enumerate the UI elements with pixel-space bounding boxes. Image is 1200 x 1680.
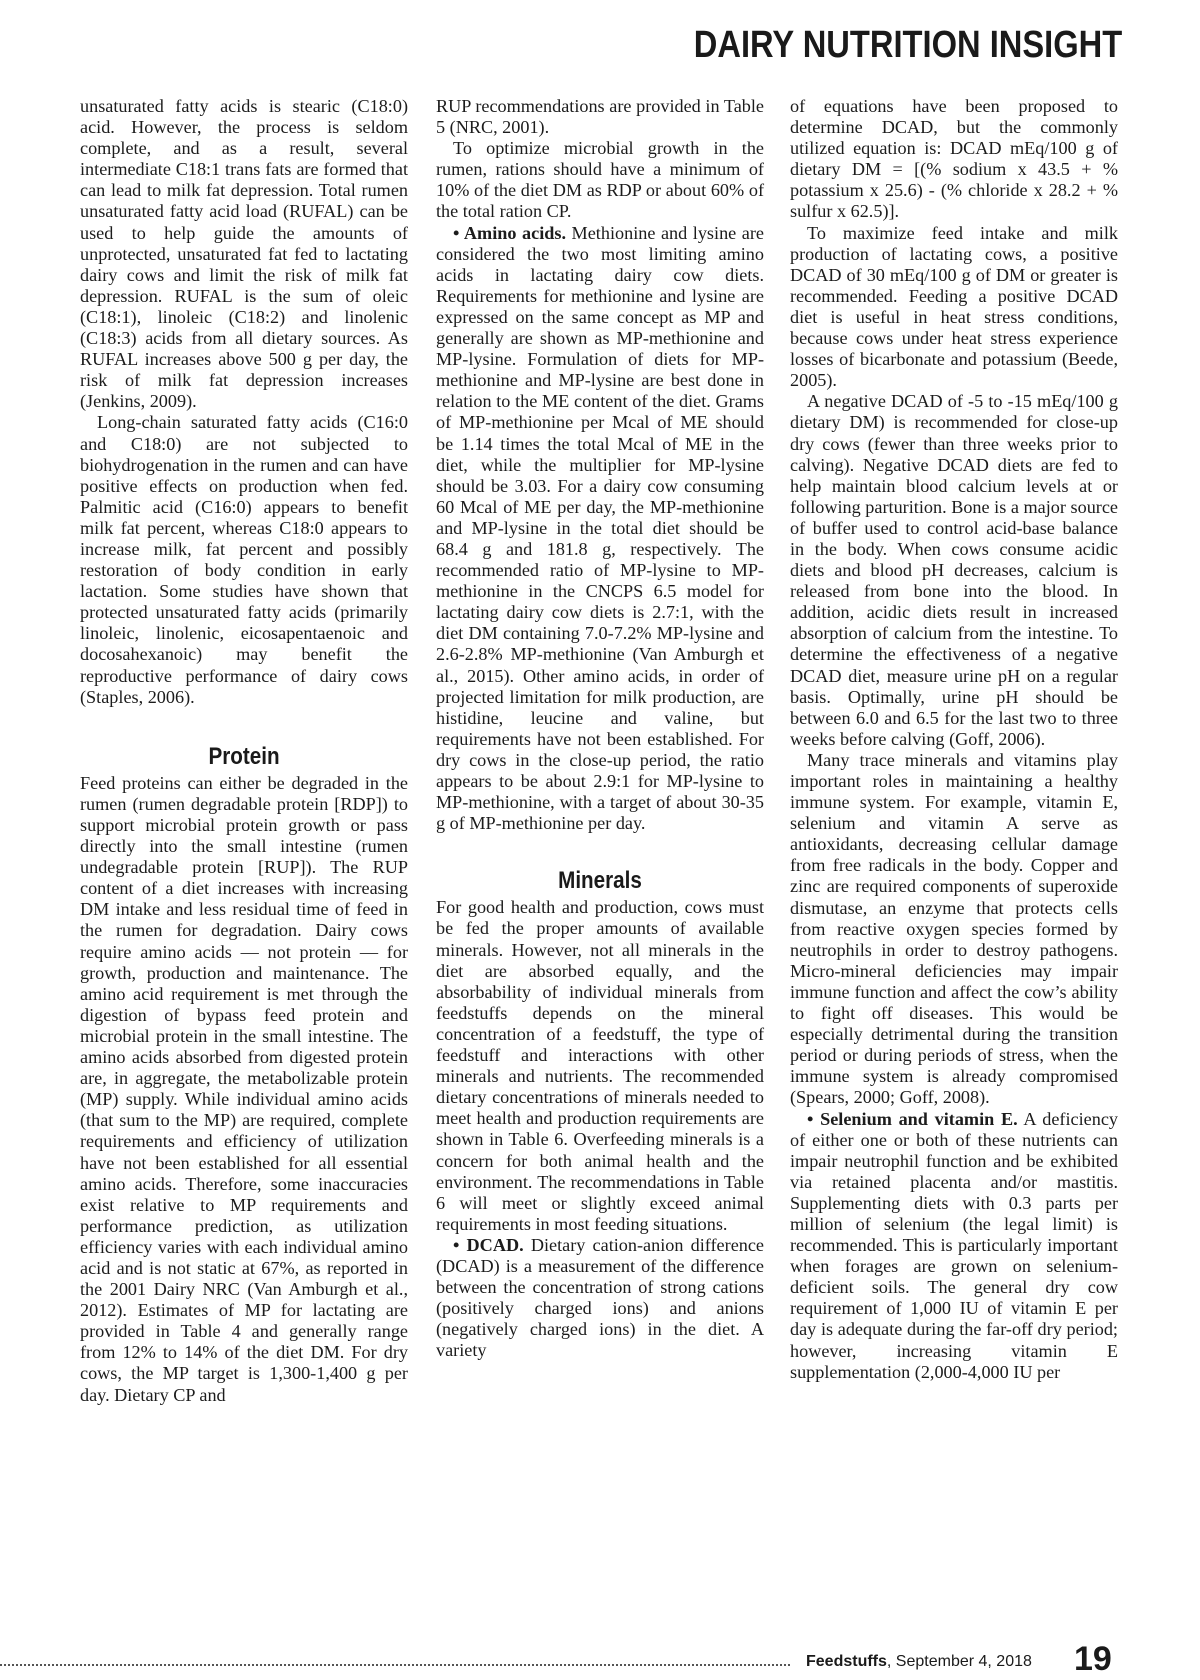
paragraph (790, 1109, 1118, 1383)
paragraph (436, 1235, 764, 1362)
paragraph: For good health and production, cows must be fed the proper amounts of available minerals. However, not all minerals in the diet are absorbed equally, and the absorbability of individual minerals from feedstuffs depends on the mineral concentration of a feedstuff, the type of feedstuff and interactions with other minerals and nutrients. The recommended dietary concentrations of minerals needed to meet health and production requirements are shown in Table 6. Overfeeding minerals is a concern for both animal health and the environment. The recommendations in Table 6 will meet or slightly exceed animal requirements in most feeding situations. (436, 897, 764, 1234)
footer-credit (806, 1653, 1032, 1671)
page-number: 19 (1074, 1640, 1112, 1678)
paragraph: unsaturated fatty acids is stearic (C18:0) acid. However, the process is seldom complete, and as a result, several intermediate C18:1 trans fats are formed that can lead to milk fat depression. Total rumen unsaturated fatty acid load (RUFAL) can be used to help guide the amounts of unprotected, unsaturated fat fed to lactating dairy cows and limit the risk of milk fat depression. RUFAL is the sum of oleic (C18:1), linoleic (C18:2) and linolenic (C18:3) acids from all dietary sources. As RUFAL increases above 500 g per day, the risk of milk fat depression increases (Jenkins, 2009). (80, 96, 408, 412)
text-column-2 (436, 96, 764, 1361)
paragraph: of equations have been proposed to determine DCAD, but the commonly utilized equation is: DCAD mEq/100 g of dietary DM = [(% sodium x 43.5 + % potassium x 25.6) - (% chloride x 28.2 + % sulfur x 62.5)]. (790, 96, 1118, 222)
text-column-1 (80, 96, 408, 1406)
selenium-vitamin-e-lead: • Selenium and vitamin E. (807, 1108, 1018, 1129)
paragraph-text: Dietary cation-anion difference (DCAD) is a measurement of the difference between the concentration of strong cations (positively charged ions) and anions (negatively charged ions) in the diet. A variety (436, 1234, 765, 1361)
amino-acids-lead: • Amino acids. (453, 222, 566, 243)
paragraph-text: A deficiency of either one or both of these nutrients can impair neutrophil function and be exhibited via retained placenta and/or mastitis. Supplementing diets with 0.3 parts per million of selenium (the legal limit) is recommended. This is particularly important when forages are grown on selenium-deficient soils. The general dry cow requirement of 1,000 IU of vitamin E per day is adequate during the far-off dry period; however, increasing vitamin E supplementation (2,000-4,000 IU per (790, 1108, 1118, 1382)
paragraph (436, 223, 764, 835)
paragraph: To maximize feed intake and milk production of lactating cows, a positive DCAD of 30 mEq/100 g of DM or greater is recommended. Feeding a positive DCAD diet is useful in heat stress conditions, because cows under heat stress experience losses of bicarbonate and potassium (Beede, 2005). (790, 222, 1118, 391)
paragraph: Feed proteins can either be degraded in the rumen (rumen degradable protein [RDP]) to support microbial protein growth or pass directly into the small intestine (rumen undegradable protein [RUP]). The RUP content of a diet increases with increasing DM intake and less residual time of feed in the rumen for degradation. Dairy cows require amino acids — not protein — for growth, production and maintenance. The amino acid requirement is met through the digestion of bypass feed protein and microbial protein in the small intestine. The amino acids absorbed from digested protein are, in aggregate, the metabolizable protein (MP) supply. While individual amino acids (that sum to the MP) are required, complete requirements and efficiency of utilization have not been established for all essential amino acids. Therefore, some inaccuracies exist relative to MP requirements and performance prediction, as utilization efficiency varies with each individual amino acid and is not static at 67%, as reported in the 2001 Dairy NRC (Van Amburgh et al., 2012). Estimates of MP for lactating are provided in Table 4 and generally range from 12% to 14% of the diet DM. For dry cows, the MP target is 1,300-1,400 g per day. Dietary CP and (80, 772, 408, 1405)
paragraph: Many trace minerals and vitamins play important roles in maintaining a healthy immune system. For example, vitamin E, selenium and vitamin A serve as antioxidants, decreasing cellular damage from free radicals in the body. Copper and zinc are required components of superoxide dismutase, an enzyme that protects cells from reactive oxygen species formed by neutrophils in order to destroy pathogens. Micro-mineral deficiencies may impair immune function and affect the cow’s ability to fight off diseases. This would be especially detrimental during the transition period or during periods of stress, when the immune system is already compromised (Spears, 2000; Goff, 2008). (790, 749, 1118, 1108)
section-header-title: DAIRY NUTRITION INSIGHT (693, 24, 1122, 66)
text-column-3 (790, 96, 1118, 1383)
paragraph: RUP recommendations are provided in Table 5 (NRC, 2001). (436, 96, 764, 138)
paragraph: A negative DCAD of -5 to -15 mEq/100 g dietary DM) is recommended for close-up dry cows (fewer than three weeks prior to calving). Negative DCAD diets are fed to help maintain blood calcium levels at or following parturition. Bone is a major source of buffer used to control acid-base balance in the body. When cows consume acidic diets and blood pH decreases, calcium is released from bone into the blood. In addition, acidic diets result in increased absorption of calcium from the intestine. To determine the effectiveness of a negative DCAD diet, measure urine pH on a regular basis. Optimally, urine pH should be between 6.0 and 6.5 for the last two to three weeks before calving (Goff, 2006). (790, 391, 1118, 749)
footer-dotted-rule (0, 1664, 790, 1666)
dcad-lead: • DCAD. (453, 1234, 524, 1255)
minerals-heading: Minerals (558, 867, 642, 895)
protein-heading: Protein (208, 742, 280, 770)
paragraph-text: Methionine and lysine are considered the two most limiting amino acids in lactating dairy cow diets. Requirements for methionine and lysine are expressed on the same concept as MP and generally are shown as MP-methionine and MP-lysine. Formulation of diets for MP-methionine and MP-lysine are best done in relation to the ME content of the diet. Grams of MP-methionine per Mcal of ME should be 1.14 times the total Mcal of ME in the diet, while the multiplier for MP-lysine should be 3.03. For a dairy cow consuming 60 Mcal of ME per day, the MP-methionine and MP-lysine in the total diet should be 68.4 g and 181.8 g, respectively. The recommended ratio of MP-lysine to MP-methionine in the CNCPS 6.5 model for lactating dairy cow diets is 2.7:1, with the diet DM containing 7.0-7.2% MP-lysine and 2.6-2.8% MP-methionine (Van Amburgh et al., 2015). Other amino acids, in order of projected limitation for milk production, are histidine, leucine and valine, but requirements have not been established. For dry cows in the close-up period, the ratio appears to be about 2.9:1 for MP-lysine to MP-methionine, with a target of about 30-35 g of MP-methionine per day. (436, 222, 764, 834)
publication-name: Feedstuffs (806, 1653, 887, 1670)
issue-date: , September 4, 2018 (886, 1653, 1032, 1670)
paragraph: Long-chain saturated fatty acids (C16:0 and C18:0) are not subjected to biohydrogenation in the rumen and can have positive effects on production when fed. Palmitic acid (C16:0) appears to benefit milk fat percent, whereas C18:0 appears to increase milk, fat percent and possibly restoration of body condition in early lactation. Some studies have shown that protected unsaturated fatty acids (primarily linoleic, linolenic, eicosapentaenoic and docosahexanoic) may benefit the reproductive performance of dairy cows (Staples, 2006). (80, 412, 408, 707)
paragraph: To optimize microbial growth in the rumen, rations should have a minimum of 10% of the diet DM as RDP or about 60% of the total ration CP. (436, 138, 764, 222)
